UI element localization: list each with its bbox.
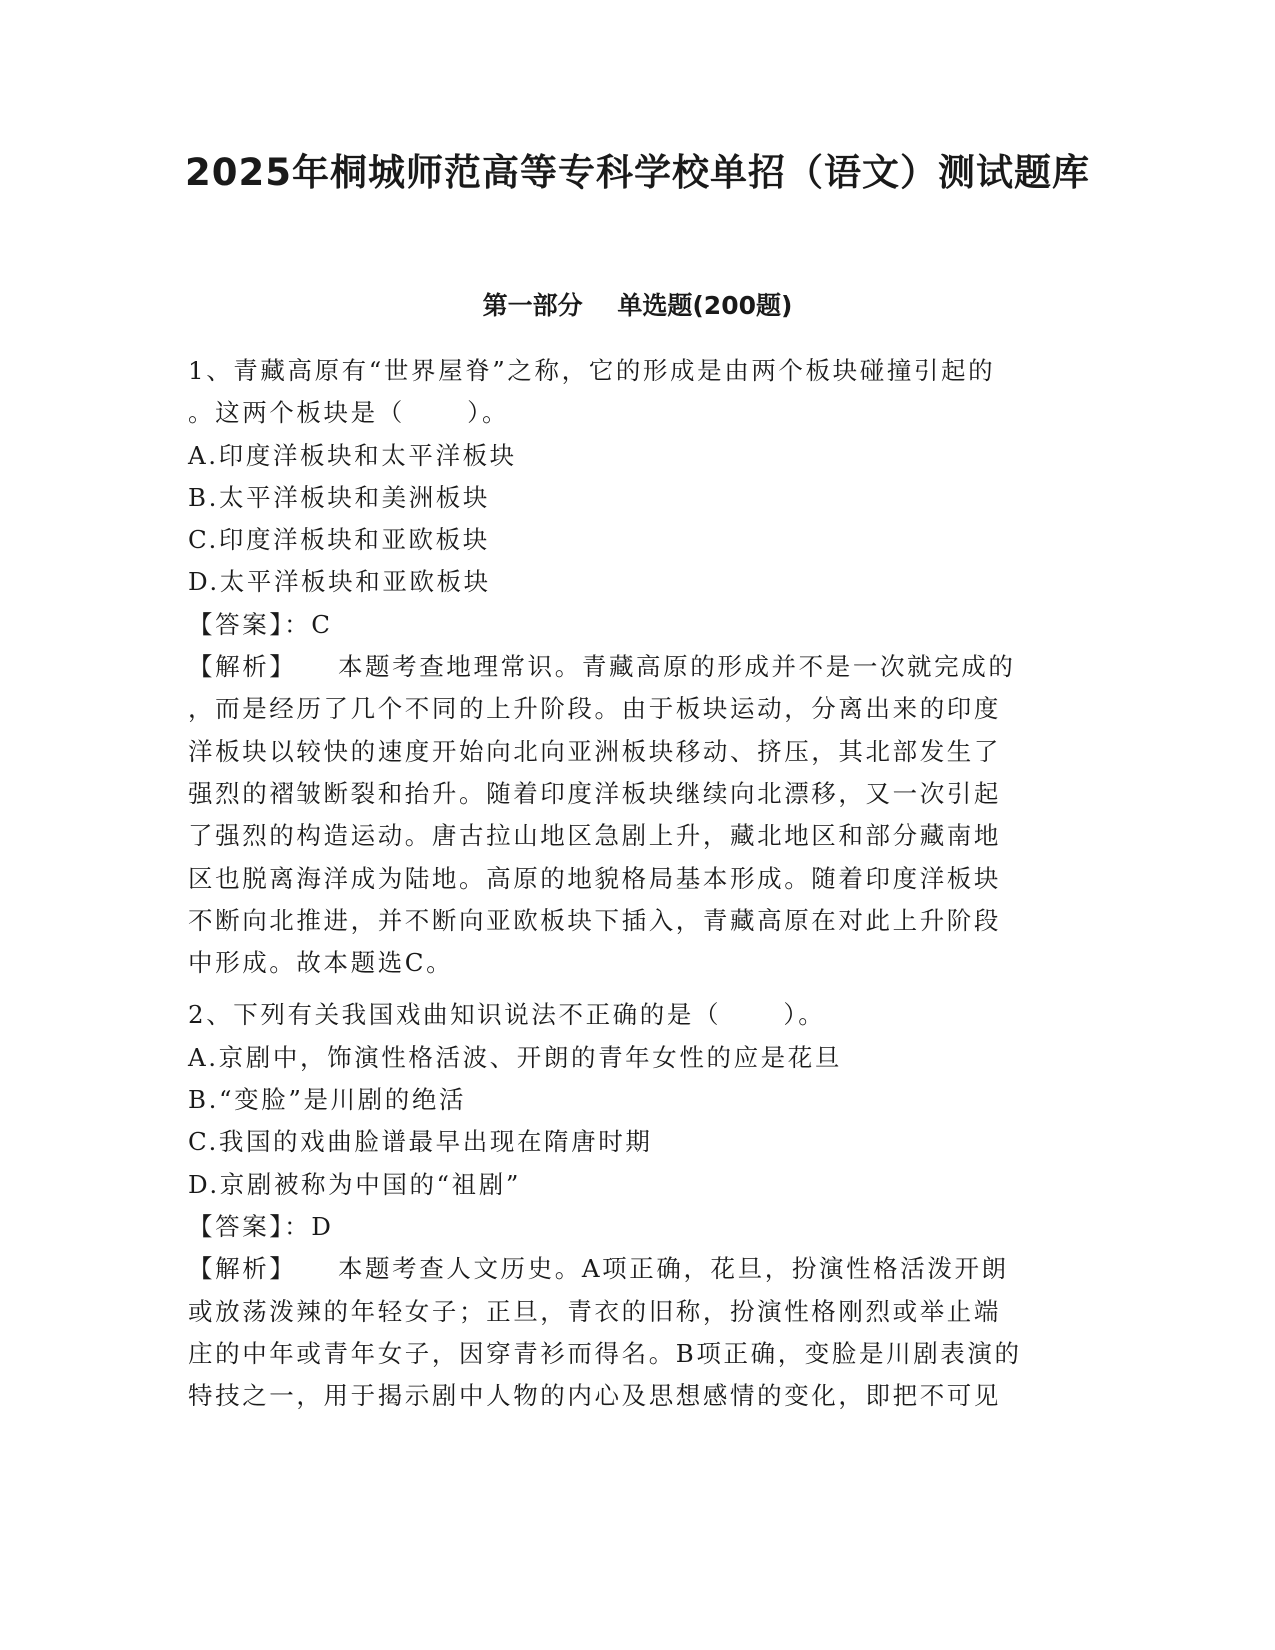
option-c: C.我国的戏曲脸谱最早出现在隋唐时期 xyxy=(188,1127,653,1157)
document-body xyxy=(188,350,1088,1417)
question-separator xyxy=(188,984,1088,994)
answer-line: 【答案】：D xyxy=(188,1211,334,1241)
section-title: 第一部分 单选题(200题) xyxy=(482,291,793,320)
analysis-line: ，而是经历了几个不同的上升阶段。由于板块运动，分离出来的印度 xyxy=(188,694,1001,724)
analysis-line: 【解析】 本题考查地理常识。青藏高原的形成并不是一次就完成的 xyxy=(188,652,1016,682)
analysis-line: 或放荡泼辣的年轻女子；正旦，青衣的旧称，扮演性格刚烈或举止端 xyxy=(188,1296,1001,1326)
analysis-line: 【解析】 本题考查人文历史。A项正确，花旦，扮演性格活泼开朗 xyxy=(188,1254,1009,1284)
option-b: B.太平洋板块和美洲板块 xyxy=(188,482,490,512)
option-a: A.印度洋板块和太平洋板块 xyxy=(188,440,517,470)
question-stem: 。这两个板块是（ ）。 xyxy=(188,398,510,428)
analysis-line: 了强烈的构造运动。唐古拉山地区急剧上升，藏北地区和部分藏南地 xyxy=(188,821,1001,851)
document-title: 2025年桐城师范高等专科学校单招（语文）测试题库 xyxy=(185,151,1090,194)
question-stem: 1、青藏高原有“世界屋脊”之称，它的形成是由两个板块碰撞引起的 xyxy=(188,356,996,385)
question-block xyxy=(188,350,1088,984)
analysis-line: 庄的中年或青年女子，因穿青衫而得名。B项正确，变脸是川剧表演的 xyxy=(188,1338,1022,1368)
analysis-line: 不断向北推进，并不断向亚欧板块下插入，青藏高原在对此上升阶段 xyxy=(188,905,1001,935)
option-c: C.印度洋板块和亚欧板块 xyxy=(188,525,490,555)
analysis-line: 区也脱离海洋成为陆地。高原的地貌格局基本形成。随着印度洋板块 xyxy=(188,863,1001,893)
analysis-line: 特技之一，用于揭示剧中人物的内心及思想感情的变化，即把不可见 xyxy=(188,1381,1001,1411)
option-d: D.太平洋板块和亚欧板块 xyxy=(188,567,491,597)
question-block xyxy=(188,994,1088,1417)
question-stem: 2、下列有关我国戏曲知识说法不正确的是（ ）。 xyxy=(188,1000,826,1030)
answer-line: 【答案】：C xyxy=(188,609,333,639)
option-b: B.“变脸”是川剧的绝活 xyxy=(188,1085,467,1115)
analysis-line: 中形成。故本题选C。 xyxy=(188,948,454,978)
analysis-line: 强烈的褶皱断裂和抬升。随着印度洋板块继续向北漂移，又一次引起 xyxy=(188,778,1001,808)
option-a: A.京剧中，饰演性格活波、开朗的青年女性的应是花旦 xyxy=(188,1042,842,1072)
option-d: D.京剧被称为中国的“祖剧” xyxy=(188,1169,522,1199)
analysis-line: 洋板块以较快的速度开始向北向亚洲板块移动、挤压，其北部发生了 xyxy=(188,736,1001,766)
